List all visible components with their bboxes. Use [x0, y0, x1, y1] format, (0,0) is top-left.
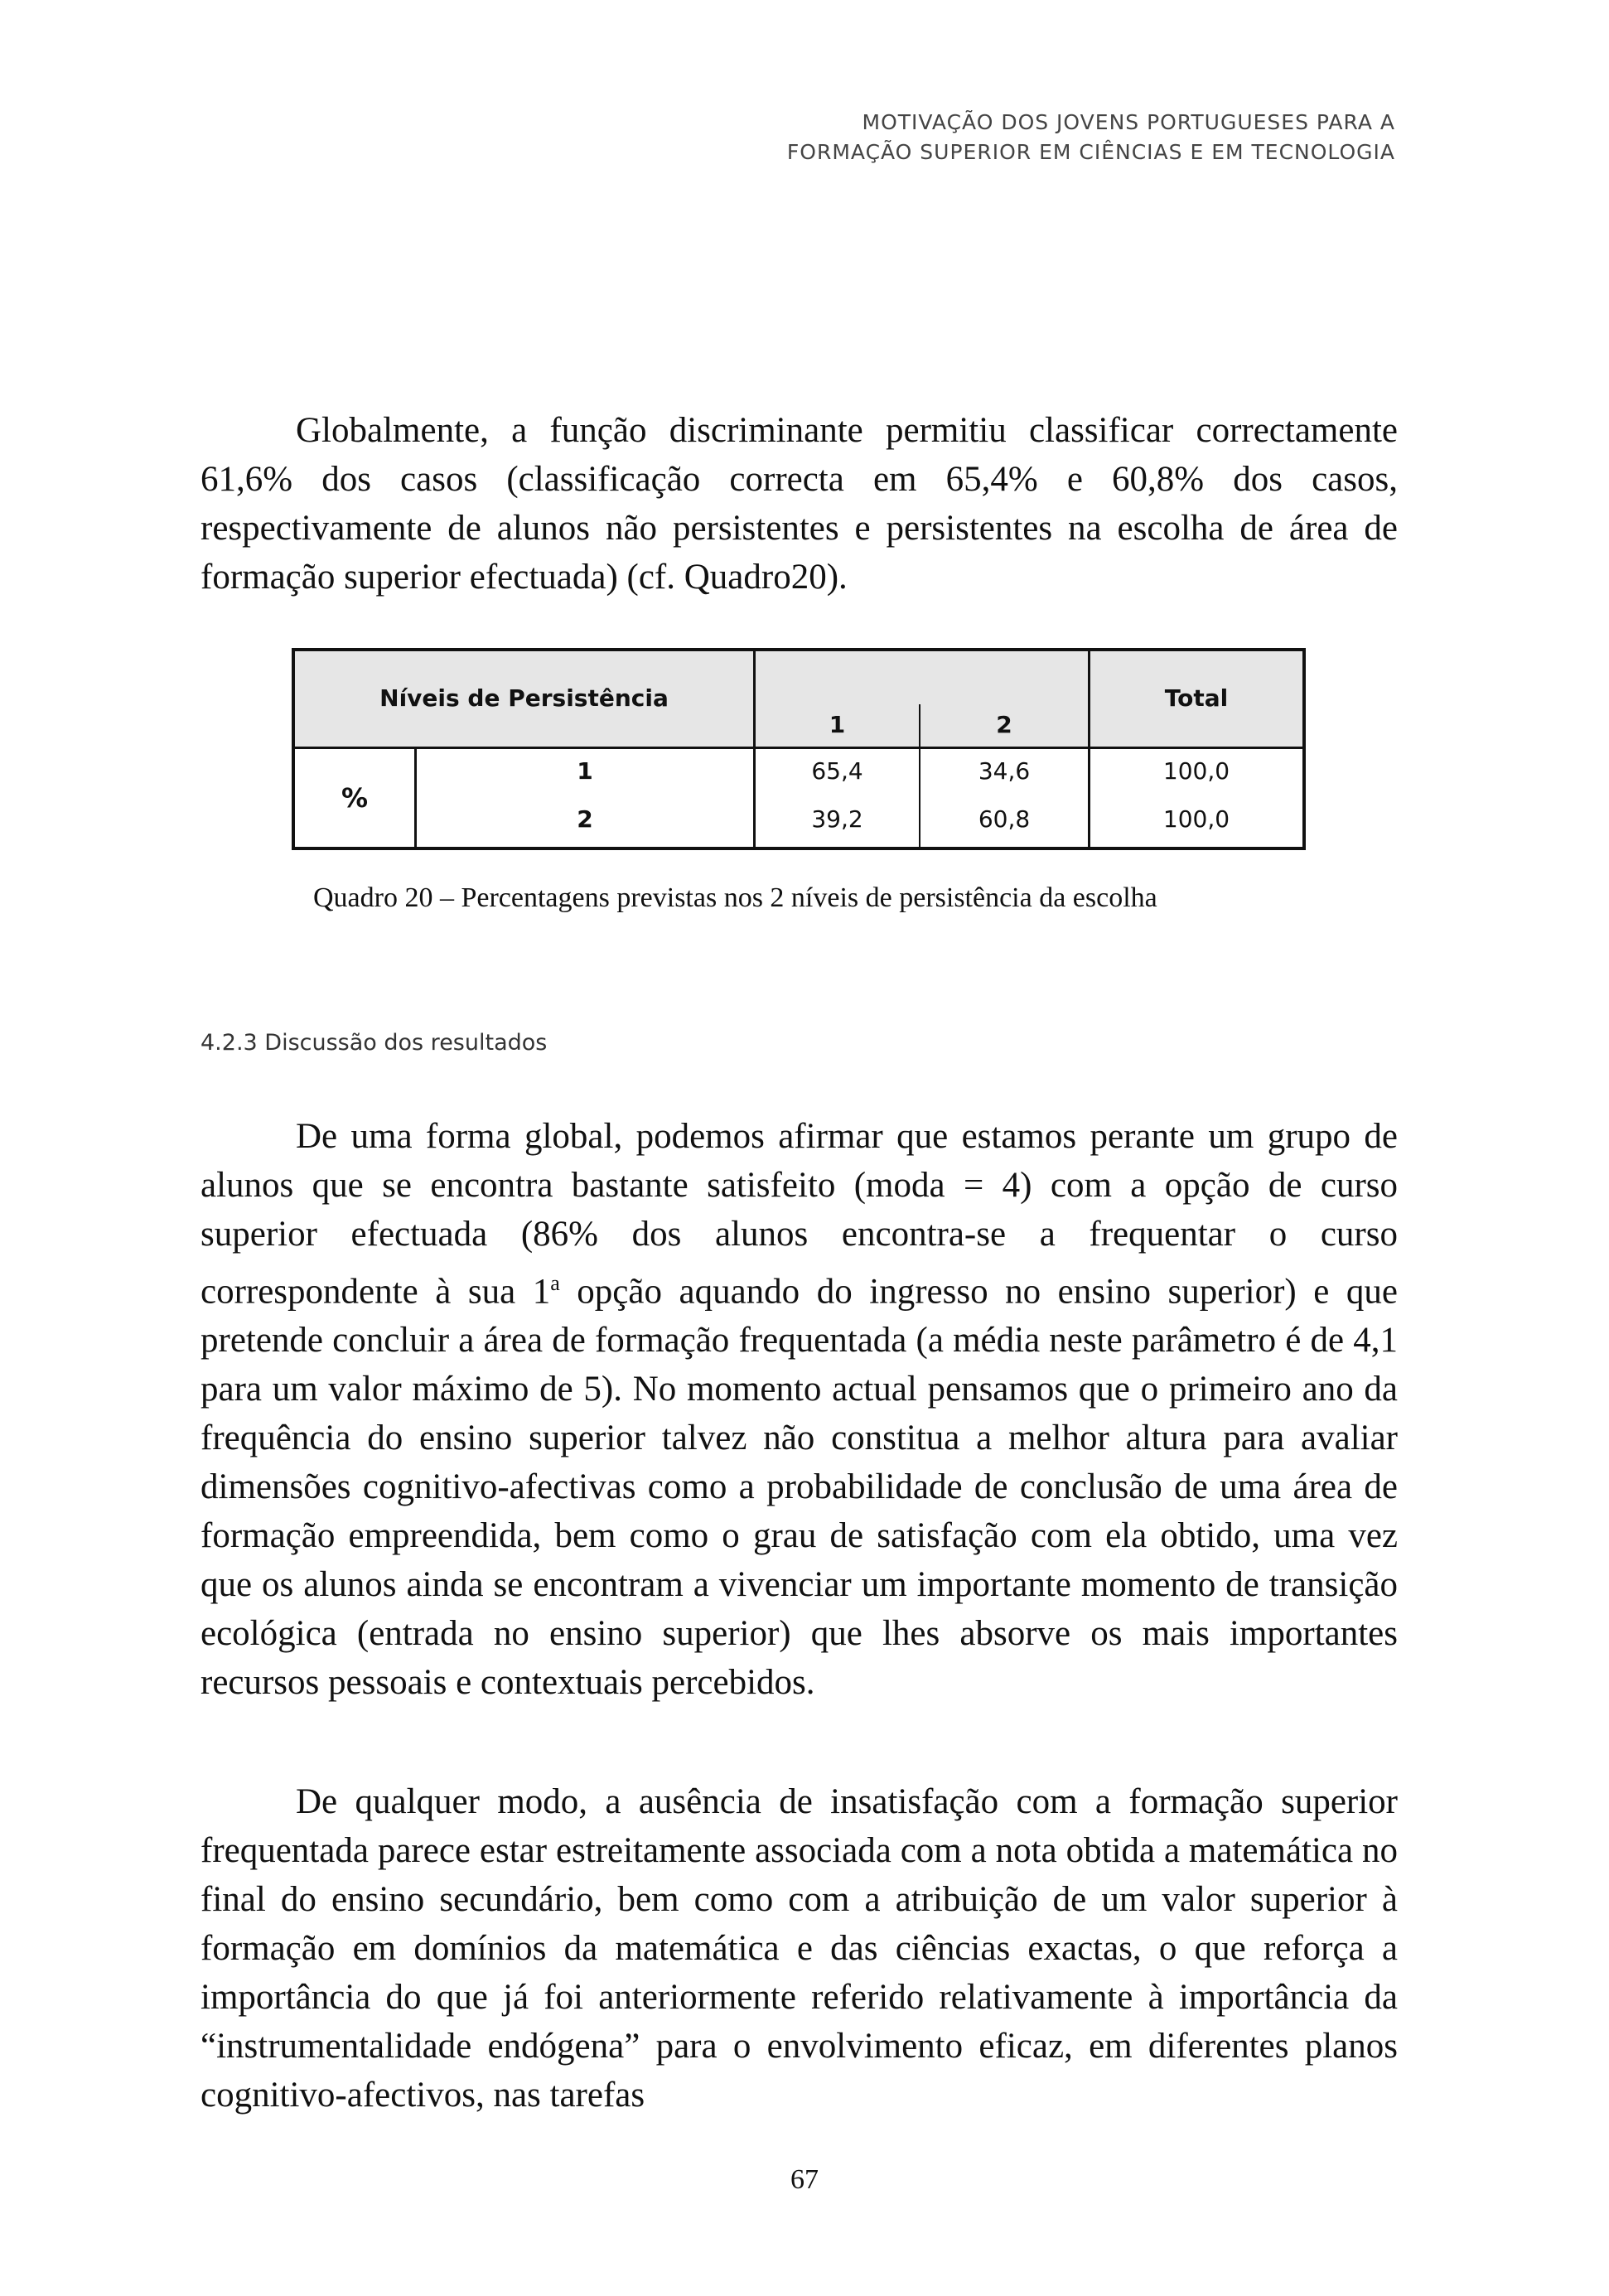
ordinal-superscript: a	[550, 1271, 560, 1295]
table-cell: 100,0	[1162, 805, 1230, 833]
paragraph-satisfaction: De qualquer modo, a ausência de insatisfação com a formação superior frequentada parece estar estreitamente associada com a nota obtida a matemática no final do ensino secundário, bem como com a atribuição de um valor superior à formação em domínios da matemática e das ciências exactas, o que reforça a importância do que já foi anteriormente referido relativamente à importância da “instrumentalidade endógena” para o envolvimento eficaz, em diferentes planos cognitivo-afectivos, nas tarefas	[201, 1782, 1398, 2115]
table-row-level-2: 2	[577, 805, 593, 833]
paragraph-classification: Globalmente, a função discriminante permitiu classificar correctamente 61,6% dos casos (classificação correcta em 65,4% e 60,8% dos casos, respectivamente de alunos não persistentes e persistentes na escolha de área de formação superior efectuada) (cf. Quadro20).	[201, 411, 1398, 597]
table-caption: Quadro 20 – Percentagens previstas nos 2 níveis de persistência da escolha	[313, 882, 1157, 913]
persistence-table	[292, 648, 1306, 850]
table-cell: 60,8	[978, 805, 1031, 833]
table-header-col-1: 1	[829, 711, 846, 738]
page-number: 67	[790, 2164, 819, 2195]
table-header-col-2: 2	[996, 711, 1012, 738]
table-header-total: Total	[1164, 684, 1229, 712]
table-cell: 100,0	[1162, 757, 1230, 785]
table-cell: 65,4	[811, 757, 863, 785]
paragraph-discussion	[201, 1112, 1398, 1707]
table-cell: 34,6	[978, 757, 1031, 785]
running-header	[787, 108, 1395, 167]
running-header-line-1: MOTIVAÇÃO DOS JOVENS PORTUGUESES PARA A	[862, 110, 1395, 134]
table-header-persistence-levels: Níveis de Persistência	[379, 684, 669, 712]
paragraph-discussion-part-1: De uma forma global, podemos afirmar que estamos perante um grupo de alunos que se encontra bastante satisfeito (moda = 4) com a opção de curso superior efectuada (86% dos alunos encontra-se a frequentar o curso correspondente à sua 1	[201, 1117, 1398, 1312]
table-row-group-percent: %	[341, 782, 369, 814]
table-row-level-1: 1	[577, 757, 593, 785]
running-header-line-2: FORMAÇÃO SUPERIOR EM CIÊNCIAS E EM TECNOLOGIA	[786, 140, 1395, 164]
table-cell: 39,2	[811, 805, 863, 833]
section-heading: 4.2.3 Discussão dos resultados	[201, 1030, 548, 1056]
paragraph-discussion-part-2: opção aquando do ingresso no ensino superior) e que pretende concluir a área de formação frequentada (a média neste parâmetro é de 4,1 para um valor máximo de 5). No momento actual pensamos que o primeiro ano da frequência do ensino superior talvez não constitua a melhor altura para avaliar dimensões cognitivo-afectivas como a probabilidade de conclusão de uma área de formação empreendida, bem como o grau de satisfação com ela obtido, uma vez que os alunos ainda se encontram a vivenciar um importante momento de transição ecológica (entrada no ensino superior) que lhes absorve os mais importantes recursos pessoais e contextuais percebidos.	[201, 1272, 1398, 1703]
